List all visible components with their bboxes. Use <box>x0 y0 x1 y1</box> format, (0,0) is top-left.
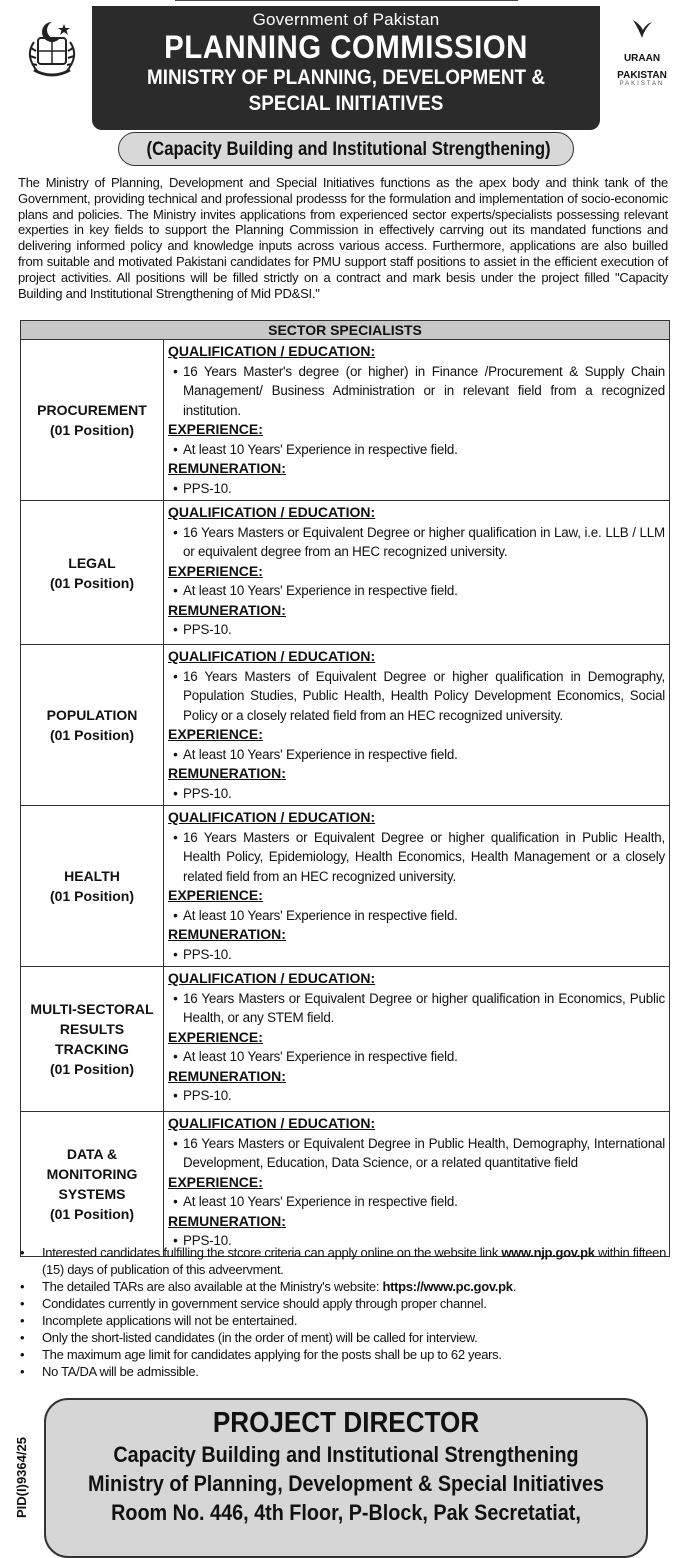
qualification-heading: QUALIFICATION / EDUCATION: <box>168 648 376 664</box>
government-label: Government of Pakistan <box>252 10 440 29</box>
address-line-3: Room No. 446, 4th Floor, P-Block, Pak Secretatiat, <box>111 1500 581 1525</box>
bullet-icon: • <box>173 622 178 637</box>
table-row <box>21 967 670 1112</box>
bullet-icon: • <box>20 1313 25 1328</box>
uraan-line-1: URAAN <box>623 53 661 64</box>
remuneration-text: PPS-10. <box>183 785 232 801</box>
position-count: (01 Position) <box>49 574 134 591</box>
remuneration-text: PPS-10. <box>183 946 232 962</box>
ministry-line-1: MINISTRY OF PLANNING, DEVELOPMENT & <box>147 66 545 89</box>
note-1-text-a: Interested candidates fulfilling the stcore criteria can apply online on the website link <box>42 1245 502 1260</box>
table-row <box>21 501 670 645</box>
qualification-item <box>168 523 665 562</box>
requirements-cell <box>164 501 670 645</box>
bullet-icon: • <box>173 1233 178 1248</box>
experience-item <box>168 745 665 765</box>
position-cell <box>21 806 164 967</box>
bullet-icon: • <box>173 441 178 457</box>
uraan-line-3: PAKISTAN <box>619 81 665 87</box>
table-row <box>21 806 670 967</box>
position-count: (01 Position) <box>49 1206 134 1222</box>
qualification-heading: QUALIFICATION / EDUCATION: <box>168 343 376 359</box>
project-subtitle <box>118 132 574 166</box>
qualification-item <box>168 828 665 887</box>
remuneration-text: PPS-10. <box>183 480 232 496</box>
state-emblem-icon <box>20 18 84 82</box>
note-text: No TA/DA will be admissible. <box>42 1364 199 1379</box>
bullet-icon: • <box>173 829 178 845</box>
header-banner <box>92 6 600 130</box>
position-cell <box>21 340 164 501</box>
bullet-icon: • <box>20 1279 25 1294</box>
table-row <box>21 340 670 501</box>
note-text: Only the short-listed candidates (in the order of ment) will be called for interview. <box>42 1330 478 1345</box>
note-2-text-b: . <box>512 1279 516 1294</box>
commission-title: PLANNING COMMISSION <box>164 29 528 65</box>
qualification-heading: QUALIFICATION / EDUCATION: <box>168 504 376 520</box>
table-body <box>21 340 670 1257</box>
remuneration-heading: REMUNERATION: <box>168 1212 286 1229</box>
position-count: (01 Position) <box>49 422 134 438</box>
notes-list <box>20 1244 670 1380</box>
bullet-icon: • <box>20 1330 25 1345</box>
position-title: POPULATION <box>46 707 138 723</box>
bullet-icon: • <box>173 1194 178 1209</box>
position-cell <box>21 967 164 1112</box>
position-title: MULTI-SECTORAL RESULTS TRACKING <box>30 1001 154 1057</box>
top-rule <box>175 0 518 5</box>
bullet-icon: • <box>173 1135 178 1151</box>
table-heading: SECTOR SPECIALISTS <box>21 321 670 340</box>
bullet-icon: • <box>173 1049 178 1064</box>
qualification-heading: QUALIFICATION / EDUCATION: <box>168 809 376 825</box>
requirements-cell <box>164 645 670 806</box>
note-item <box>20 1329 670 1346</box>
remuneration-item <box>168 620 665 640</box>
table-row <box>21 1112 670 1257</box>
bullet-icon: • <box>20 1245 25 1260</box>
note-text <box>42 1244 670 1278</box>
position-cell <box>21 1112 164 1257</box>
remuneration-text: PPS-10. <box>183 1233 232 1248</box>
qualification-item <box>168 989 665 1028</box>
note-item <box>20 1346 670 1363</box>
bullet-icon: • <box>173 785 178 801</box>
position-title: PROCUREMENT <box>37 402 147 418</box>
experience-heading: EXPERIENCE: <box>168 887 263 903</box>
experience-heading: EXPERIENCE: <box>168 1173 263 1190</box>
address-line-1: Capacity Building and Institutional Strengthening <box>113 1442 579 1467</box>
remuneration-heading: REMUNERATION: <box>168 1067 286 1084</box>
note-1-text-b: within fifteen (15) days of publication of this adveervment. <box>42 1245 667 1277</box>
note-text: Incomplete applications will not be entertained. <box>42 1313 298 1328</box>
remuneration-text: PPS-10. <box>183 1088 232 1103</box>
remuneration-heading: REMUNERATION: <box>168 765 286 781</box>
requirements-cell <box>164 340 670 501</box>
table-row <box>21 645 670 806</box>
requirements-cell <box>164 806 670 967</box>
experience-item <box>168 906 665 926</box>
experience-item <box>168 440 665 460</box>
remuneration-heading: REMUNERATION: <box>168 926 286 942</box>
note-item <box>20 1295 670 1312</box>
bullet-icon: • <box>173 363 178 379</box>
note-text <box>42 1278 670 1295</box>
position-cell <box>21 645 164 806</box>
experience-item <box>168 1047 665 1067</box>
bullet-icon: • <box>173 480 178 496</box>
qualification-text: 16 Years Masters or Equivalent Degree in Public Health, Demography, International Development, Education, Data Science, or a related quantitative field <box>183 1135 665 1170</box>
qualification-text: 16 Years Masters of Equivalent Degree or higher qualification in Demography, Population Studies, Public Health, Health Policy Development Economics, Social Policy or a closely related field from an HEC recognized university. <box>183 668 665 723</box>
requirements-cell <box>164 967 670 1112</box>
position-title: HEALTH <box>64 868 120 884</box>
bullet-icon: • <box>173 524 178 540</box>
requirements-cell <box>164 1112 670 1257</box>
experience-item <box>168 581 665 601</box>
remuneration-text: PPS-10. <box>183 622 232 637</box>
intro-paragraph: The Ministry of Planning, Development and Special Initiatives functions as the apex body and think tank of the Government, providing technical and professional prodesss for the formulation and implementation of socio-economic plans and policies. The Ministry invites applications from experienced sector experts/specialists possessing relevant experties in key fields to support the Planning Commission in effectively carrving out its mandated functions and delivering informed policy and knowledge inputs across various access. Furthermore, applications are also builled from suitable and motivated Pakistani candidates for PMU support staff positions to assiet in the efficient execution of project activities. All positions will be filled strictly on a contract and mark besis under the project filled "Capacity Building and Institutional Strengthening of Mid PD&SI." <box>18 175 668 301</box>
position-title: LEGAL <box>68 554 116 571</box>
remuneration-item <box>168 945 665 965</box>
qualification-heading: QUALIFICATION / EDUCATION: <box>168 1115 376 1131</box>
position-cell <box>21 501 164 645</box>
qualification-text: 16 Years Master's degree (or higher) in Finance /Procurement & Supply Chain Management/ Business Administration or in relevant field from a recognized institution. <box>183 363 665 418</box>
experience-text: At least 10 Years' Experience in respective field. <box>183 583 458 598</box>
experience-text: At least 10 Years' Experience in respective field. <box>183 907 458 923</box>
note-text: The maximum age limit for candidates applying for the posts shall be up to 62 years. <box>42 1347 502 1362</box>
njp-link[interactable]: www.njp.gov.pk <box>501 1245 595 1260</box>
qualification-item <box>168 1134 665 1173</box>
remuneration-heading: REMUNERATION: <box>168 601 286 618</box>
project-subtitle-text: (Capacity Building and Institutional Strengthening) <box>146 139 551 160</box>
position-count: (01 Position) <box>49 1061 134 1077</box>
experience-heading: EXPERIENCE: <box>168 421 263 437</box>
note-2-text-a: The detailed TARs are also available at the Ministry's website: <box>42 1279 383 1294</box>
table-header-row <box>21 321 670 340</box>
experience-item <box>168 1192 665 1212</box>
note-text: Condidates currently in government service should apply through proper channel. <box>42 1296 487 1311</box>
experience-heading: EXPERIENCE: <box>168 726 263 742</box>
bullet-icon: • <box>173 990 178 1006</box>
sector-specialists-table <box>20 320 670 1257</box>
qualification-text: 16 Years Masters or Equivalent Degree or higher qualification in Public Health, Health Policy, Epidemiology, Health Economics, Health Management or a closely related field from an HEC recognized university. <box>183 829 665 884</box>
bullet-icon: • <box>20 1296 25 1311</box>
experience-heading: EXPERIENCE: <box>168 562 263 579</box>
experience-heading: EXPERIENCE: <box>168 1028 263 1045</box>
address-line-2: Ministry of Planning, Development & Special Initiatives <box>87 1471 605 1496</box>
ministry-website-link[interactable]: https://www.pc.gov.pk <box>382 1279 513 1294</box>
note-item <box>20 1363 670 1380</box>
ministry-line-2: SPECIAL INITIATIVES <box>248 92 444 115</box>
qualification-text: 16 Years Masters or Equivalent Degree or higher qualification in Law, i.e. LLB / LLM or equivalent degree from an HEC recognized university. <box>183 524 665 559</box>
position-count: (01 Position) <box>49 727 134 743</box>
pid-text: PID(I)9364/25 <box>14 1437 29 1518</box>
bullet-icon: • <box>173 668 178 684</box>
remuneration-heading: REMUNERATION: <box>168 460 286 476</box>
experience-text: At least 10 Years' Experience in respective field. <box>183 1049 458 1064</box>
remuneration-item <box>168 784 665 804</box>
project-director-title: PROJECT DIRECTOR <box>212 1407 480 1439</box>
experience-text: At least 10 Years' Experience in respective field. <box>183 441 458 457</box>
uraan-line-2: PAKISTAN <box>617 70 667 81</box>
uraan-pakistan-logo <box>604 16 680 87</box>
bullet-icon: • <box>173 746 178 762</box>
qualification-text: 16 Years Masters or Equivalent Degree or higher qualification in Economics, Public Health, or any STEM field. <box>183 990 665 1025</box>
qualification-heading: QUALIFICATION / EDUCATION: <box>168 970 376 986</box>
bullet-icon: • <box>173 907 178 923</box>
bullet-icon: • <box>173 583 178 598</box>
qualification-item <box>168 362 665 421</box>
uraan-bird-icon <box>629 16 655 42</box>
note-item <box>20 1312 670 1329</box>
note-item <box>20 1244 670 1278</box>
bullet-icon: • <box>173 1088 178 1103</box>
bullet-icon: • <box>173 946 178 962</box>
contact-box <box>44 1398 648 1558</box>
bullet-icon: • <box>20 1364 25 1379</box>
experience-text: At least 10 Years' Experience in respective field. <box>183 1194 458 1209</box>
position-count: (01 Position) <box>49 888 134 904</box>
remuneration-item <box>168 479 665 499</box>
bullet-icon: • <box>20 1347 25 1362</box>
position-title: DATA & MONITORING SYSTEMS <box>46 1146 138 1202</box>
pid-reference <box>0 1428 28 1528</box>
note-item <box>20 1278 670 1295</box>
remuneration-item <box>168 1086 665 1106</box>
experience-text: At least 10 Years' Experience in respective field. <box>183 746 458 762</box>
qualification-item <box>168 667 665 726</box>
